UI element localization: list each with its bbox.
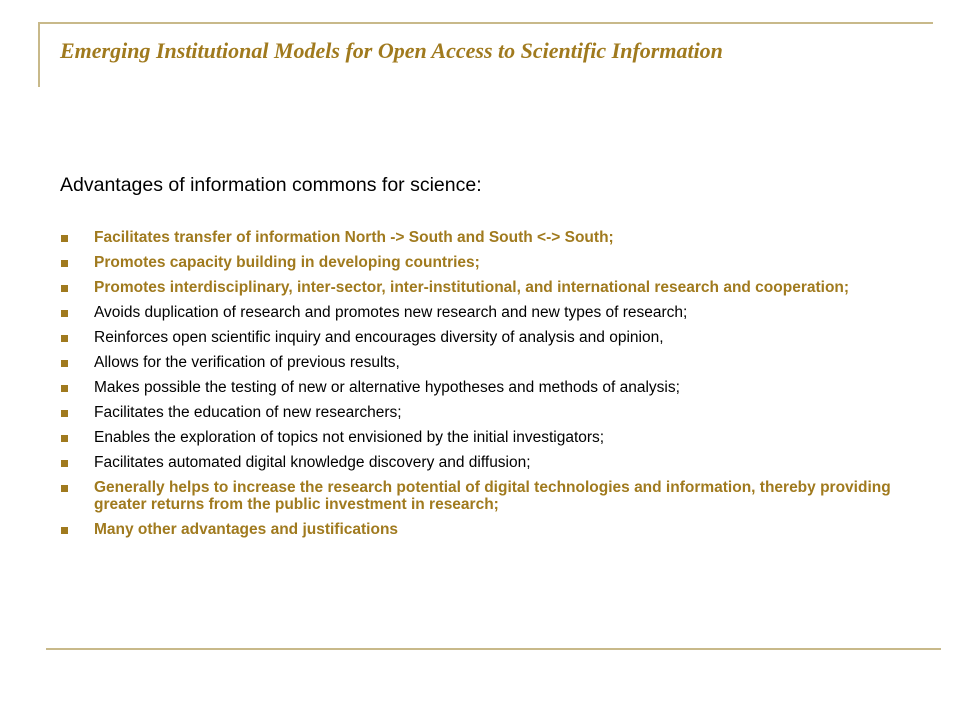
bullet-item: [60, 405, 920, 422]
bullet-text: Facilitates automated digital knowledge discovery and diffusion;: [94, 454, 531, 471]
bullet-text: Facilitates the education of new researchers;: [94, 404, 402, 421]
bullet-text: Promotes capacity building in developing countries;: [94, 254, 480, 271]
square-bullet-icon: [61, 485, 68, 492]
bullet-item: [60, 430, 920, 447]
bullet-item: [60, 330, 920, 347]
slide-title: Emerging Institutional Models for Open Access to Scientific Information: [60, 38, 723, 63]
square-bullet-icon: [61, 285, 68, 292]
square-bullet-icon: [61, 360, 68, 367]
bullet-text: Makes possible the testing of new or alternative hypotheses and methods of analysis;: [94, 379, 680, 396]
square-bullet-icon: [61, 260, 68, 267]
bullet-text: Reinforces open scientific inquiry and encourages diversity of analysis and opinion,: [94, 329, 664, 346]
bullet-item: [60, 480, 920, 513]
square-bullet-icon: [61, 527, 68, 534]
bullet-item: [60, 455, 920, 472]
bullet-item: [60, 380, 920, 397]
square-bullet-icon: [61, 335, 68, 342]
bullet-text: Promotes interdisciplinary, inter-sector, inter-institutional, and international research and cooperation;: [94, 279, 850, 296]
bullet-text: Many other advantages and justifications: [94, 520, 399, 538]
square-bullet-icon: [61, 385, 68, 392]
bullet-item: [60, 255, 920, 272]
bullet-text: Facilitates transfer of information North -> South and South <-> South;: [94, 229, 614, 246]
bullet-item: [60, 230, 920, 247]
square-bullet-icon: [61, 310, 68, 317]
bullet-item: [60, 280, 920, 297]
bottom-rule: [46, 648, 941, 650]
slide-subtitle: Advantages of information commons for science:: [60, 174, 482, 196]
bullet-item: [60, 355, 920, 372]
bullet-item: [60, 522, 920, 539]
bullet-list: [60, 230, 920, 547]
bullet-text: Enables the exploration of topics not envisioned by the initial investigators;: [94, 429, 605, 446]
bullet-item: [60, 305, 920, 322]
square-bullet-icon: [61, 435, 68, 442]
top-rule: [38, 22, 933, 24]
bullet-text: Avoids duplication of research and promotes new research and new types of research;: [94, 304, 688, 321]
square-bullet-icon: [61, 460, 68, 467]
square-bullet-icon: [61, 235, 68, 242]
square-bullet-icon: [61, 410, 68, 417]
bullet-text: Allows for the verification of previous results,: [94, 354, 400, 371]
left-rule: [38, 22, 40, 87]
bullet-text: Generally helps to increase the research potential of digital technologies and information, thereby providing greater returns from the public investment in research;: [94, 479, 891, 513]
